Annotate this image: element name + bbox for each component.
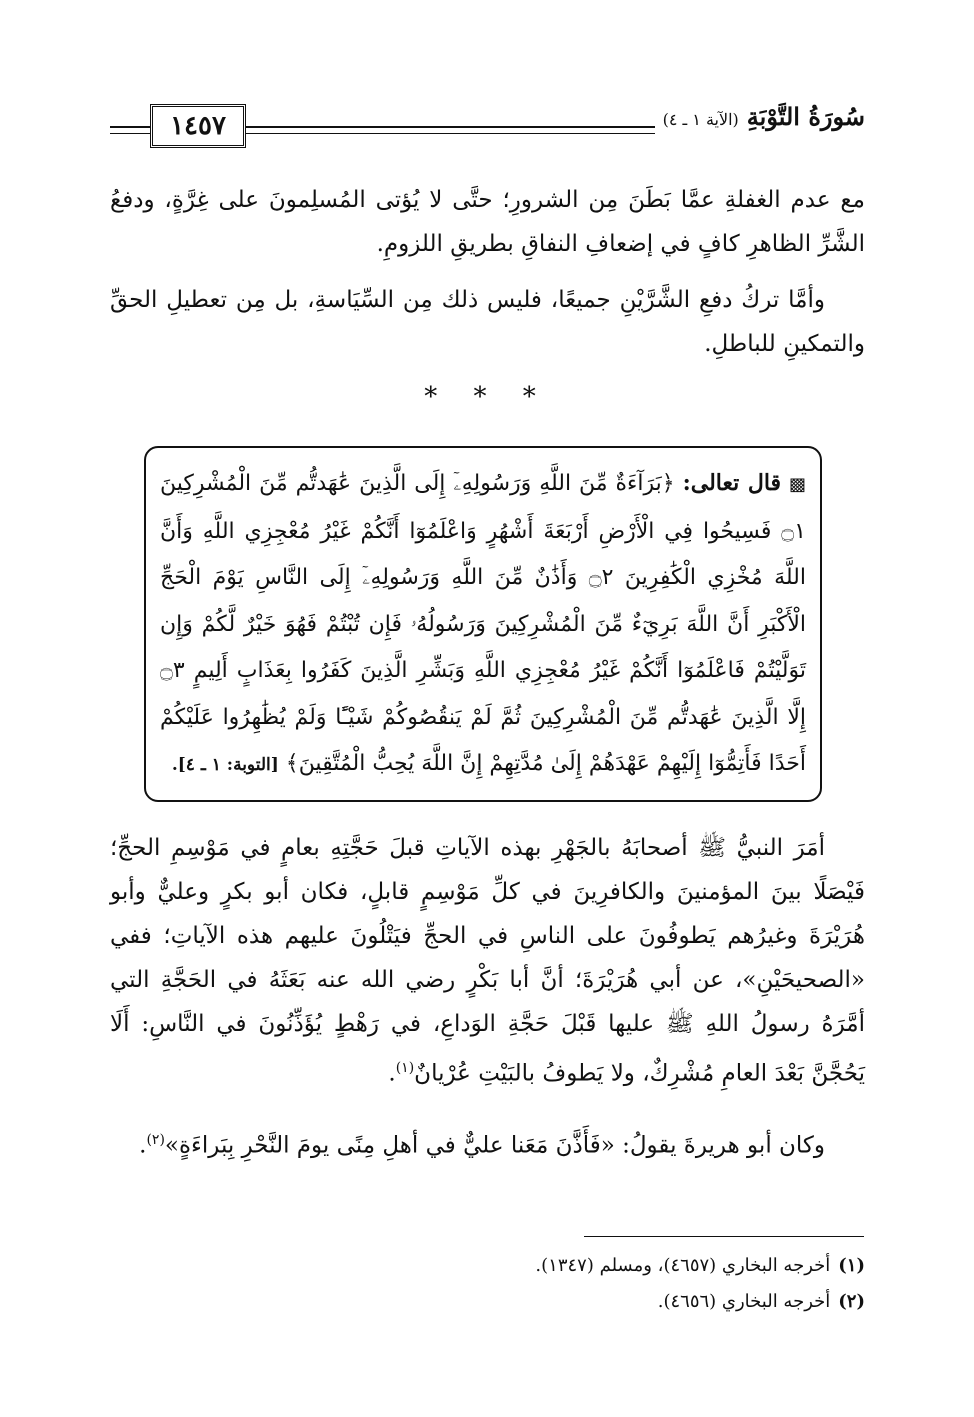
footnote-2 xyxy=(110,1284,865,1320)
footnote-number: (٢) xyxy=(838,1291,865,1312)
paragraph-2 xyxy=(110,278,865,366)
footnote-number: (١) xyxy=(838,1255,865,1276)
quran-close-bracket: ﴾ xyxy=(285,751,299,776)
footnotes xyxy=(110,1248,865,1320)
footnote-divider xyxy=(584,1236,864,1237)
footnote-1 xyxy=(110,1248,865,1284)
page-number: ١٤٥٧ xyxy=(170,111,226,141)
surah-name: سُورَةُ التَّوْبَةِ xyxy=(746,102,865,131)
quran-verse-3: إِلَّا الَّذِينَ عَٰهَدتُّم مِّنَ الْمُشْرِكِينَ ثُمَّ لَمْ يَنقُصُوكُمْ شَيْـًٔا وَلَمْ يُظَٰهِرُوا عَلَيْكُمْ أَحَدًا فَأَتِمُّوٓا إِلَيْهِمْ عَهْدَهُمْ إِلَىٰ مُدَّتِهِمْ إِنَّ اللَّهَ يُحِبُّ الْمُتَّقِينَ xyxy=(160,704,806,776)
paragraph-text: مع عدم الغفلةِ عمَّا بَطَنَ مِن الشرورِ؛ حتَّى لا يُؤتى المُسلِمونَ على غِرَّةٍ، ودفعُ الشَّرِّ الظاهرِ كافٍ في إضعافِ النفاقِ بطريقِ اللزومِ. xyxy=(110,187,865,257)
quran-intro: قال تعالى: xyxy=(682,470,782,496)
footnote-text: أخرجه البخاري (٤٦٥٧)، ومسلم (١٣٤٧). xyxy=(535,1255,831,1276)
footnote-ref-1[interactable]: (١) xyxy=(395,1060,415,1076)
paragraph-1 xyxy=(110,178,865,266)
section-separator: * * * xyxy=(424,382,550,412)
paragraph-text xyxy=(110,1118,865,1168)
verse-range: (الآية ١ ـ ٤) xyxy=(662,110,739,129)
paragraph-body: أمَرَ النبيُّ ﷺ أصحابَهُ بالجَهْرِ بهذه الآياتِ قبلَ حَجَّتِهِ بعامٍ في مَوْسِمِ الحجِّ؛ فَيْصَلًا بينَ المؤمنينَ والكافرِينَ في كلِّ مَوْسِمٍ قابلٍ، فكان أبو بكرٍ وعليٌّ وأبو هُرَيْرَةَ وغيرُهم يَطوفُونَ على الناسِ في الحجِّ فيَتْلُونَ عليهم هذه الآياتِ؛ ففي «الصحيحَيْنِ»، عن أبي هُرَيْرَةَ؛ أنَّ أبا بَكْرٍ رضي الله عنه بَعَثَهُ في الحَجَّةِ التي أمَّرَهُ رسولُ اللهِ ﷺ عليها قَبْلَ حَجَّةِ الوَداعِ، في رَهْطٍ يُؤَذِّنُونَ في النَّاسِ: أَلَا يَحُجَّنَّ بَعْدَ العامِ مُشْرِكٌ، ولا يَطوفُ بالبَيْتِ عُرْيانٌ xyxy=(110,835,865,1087)
paragraph-4 xyxy=(110,1118,865,1168)
quran-reference: [التوبة: ١ ـ ٤]. xyxy=(171,755,279,775)
ornament-icon: ▩ xyxy=(789,474,807,495)
end-mark: . xyxy=(139,1132,147,1159)
header-title xyxy=(655,102,865,142)
quran-verse-box xyxy=(144,446,822,802)
paragraph-body: وكان أبو هريرةَ يقولُ: «فَأَذَّنَ مَعَنا عليٌّ في أهلِ مِنًى يومَ النَّحْرِ بِبَراءَةٍ» xyxy=(164,1132,825,1159)
paragraph-3 xyxy=(110,826,865,1096)
quran-verse-2: وَأَذَٰنٌ مِّنَ اللَّهِ وَرَسُولِهِۦٓ إِلَى النَّاسِ يَوْمَ الْحَجِّ الْأَكْبَرِ أَنَّ اللَّهَ بَرِيٓءٌ مِّنَ الْمُشْرِكِينَ وَرَسُولُهُۥ فَإِن تُبْتُمْ فَهُوَ خَيْرٌ لَّكُمْ وَإِن تَوَلَّيْتُمْ فَاعْلَمُوٓا أَنَّكُمْ غَيْرُ مُعْجِزِي اللَّهِ وَبَشِّرِ الَّذِينَ كَفَرُوا بِعَذَابٍ أَلِيمٍ ۝٣ xyxy=(160,565,806,683)
page-header xyxy=(110,100,865,156)
footnote-text: أخرجه البخاري (٤٦٥٦). xyxy=(657,1291,831,1312)
page-number-box xyxy=(150,104,246,148)
footnote-ref-2[interactable]: (٢) xyxy=(146,1132,165,1148)
end-mark: . xyxy=(388,1060,396,1087)
paragraph-text xyxy=(110,826,865,1096)
quran-open-bracket: ﴿ xyxy=(661,471,675,496)
paragraph-text: وأمَّا تركُ دفعِ الشَّرَّيْنِ جميعًا، فليس ذلك مِن السِّيَاسةِ، بل مِن تعطيلِ الحقِّ والتمكينِ للباطلِ. xyxy=(110,287,865,357)
quran-verse-1: بَرَآءَةٌ مِّنَ اللَّهِ وَرَسُولِهِۦٓ إِلَى الَّذِينَ عَٰهَدتُّم مِّنَ الْمُشْرِكِينَ ۝١ فَسِيحُوا فِي الْأَرْضِ أَرْبَعَةَ أَشْهُرٍ وَاعْلَمُوٓا أَنَّكُمْ غَيْرُ مُعْجِزِي اللَّهِ وَأَنَّ اللَّهَ مُخْزِي الْكَٰفِرِينَ ۝٢ xyxy=(160,471,806,590)
